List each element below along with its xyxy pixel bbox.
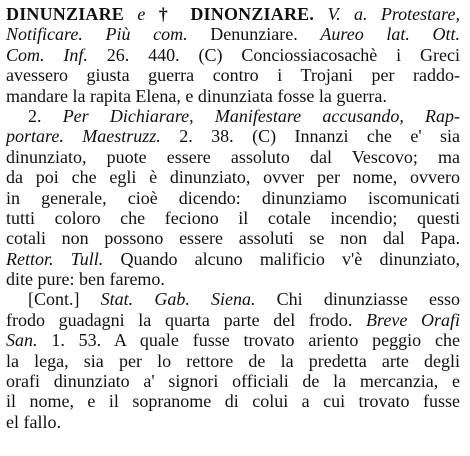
body-text: dite pure: ben faremo.	[6, 269, 165, 290]
entry-line	[6, 24, 460, 44]
entry-line	[6, 86, 460, 106]
italic-text: Per Dichiarare, Manifestare accusando, Rap-	[62, 105, 460, 126]
entry-line	[6, 371, 460, 391]
body-text: la lega, sia per lo rettore de la predetta arte degli	[6, 350, 460, 371]
entry-line	[6, 65, 460, 85]
entry-line	[6, 330, 460, 350]
entry-line	[6, 412, 460, 432]
italic-text: San.	[6, 330, 38, 351]
entry-line	[6, 391, 460, 411]
body-text: Chi dinunziasse esso	[255, 289, 460, 310]
body-text: 2. 38. (C) Innanzi che e' sia	[160, 126, 460, 147]
entry-line	[6, 106, 460, 126]
body-text: frodo guadagni la quarta parte del frodo.	[6, 309, 367, 330]
entry-line	[6, 228, 460, 248]
italic-text: Breve Orafi	[366, 309, 460, 330]
body-text: il nome, e il sopranome di colui a cui trovato fusse	[6, 391, 460, 412]
body-text: da poi che egli è dinunziato, ovver per nome, ovvero	[6, 167, 460, 188]
body-text: avessero giusta guerra contro i Trojani per raddo-	[6, 65, 460, 86]
entry-line	[6, 310, 460, 330]
body-text: el fallo.	[6, 411, 61, 432]
italic-text: Rettor. Tull.	[6, 248, 104, 269]
body-text: dinunziato, puote essere assoluto dal Vescovo; ma	[6, 146, 460, 167]
italic-text: V. a. Protestare,	[314, 4, 460, 24]
entry-line	[6, 126, 460, 146]
body-text: in generale, cioè dicendo: dinunziamo iscomunicati	[6, 187, 460, 208]
italic-text: Notificare. Più com.	[6, 24, 188, 45]
italic-text: Com. Inf.	[6, 44, 88, 65]
entry-line	[6, 4, 460, 24]
body-text: Quando alcuno malificio v'è dinunziato,	[103, 248, 460, 269]
headword: † DINONZIARE.	[158, 4, 315, 24]
entry-line	[6, 45, 460, 65]
body-text: tutti coloro che feciono il cotale incendio; questi	[6, 207, 460, 228]
entry-line	[6, 167, 460, 187]
entry-line	[6, 249, 460, 269]
body-text: cotali non possono essere assoluti se non dal Papa.	[6, 228, 460, 249]
body-text: Denunziare.	[187, 24, 321, 45]
italic-text: portare. Maestruzz.	[6, 126, 161, 147]
entry-line	[6, 208, 460, 228]
body-text: mandare la rapita Elena, e dinunziata fosse la guerra.	[6, 85, 387, 106]
body-text: 2.	[28, 105, 63, 126]
italic-text: Stat. Gab. Siena.	[100, 289, 256, 310]
headword: DINUNZIARE	[6, 4, 125, 24]
entry-line	[6, 147, 460, 167]
entry-line	[6, 289, 460, 309]
body-text: orafi dinunziato a' signori officiali de la mercanzia, e	[6, 371, 460, 392]
italic-text: e	[124, 4, 159, 24]
entry-line	[6, 188, 460, 208]
entry-line	[6, 269, 460, 289]
entry-line	[6, 351, 460, 371]
body-text: [Cont.]	[28, 289, 101, 310]
body-text: 26. 440. (C) Conciossiacosachè i Greci	[87, 44, 460, 65]
body-text: 1. 53. A quale fusse trovato ariento peggio che	[37, 330, 460, 351]
italic-text: Aureo lat. Ott.	[320, 24, 460, 45]
